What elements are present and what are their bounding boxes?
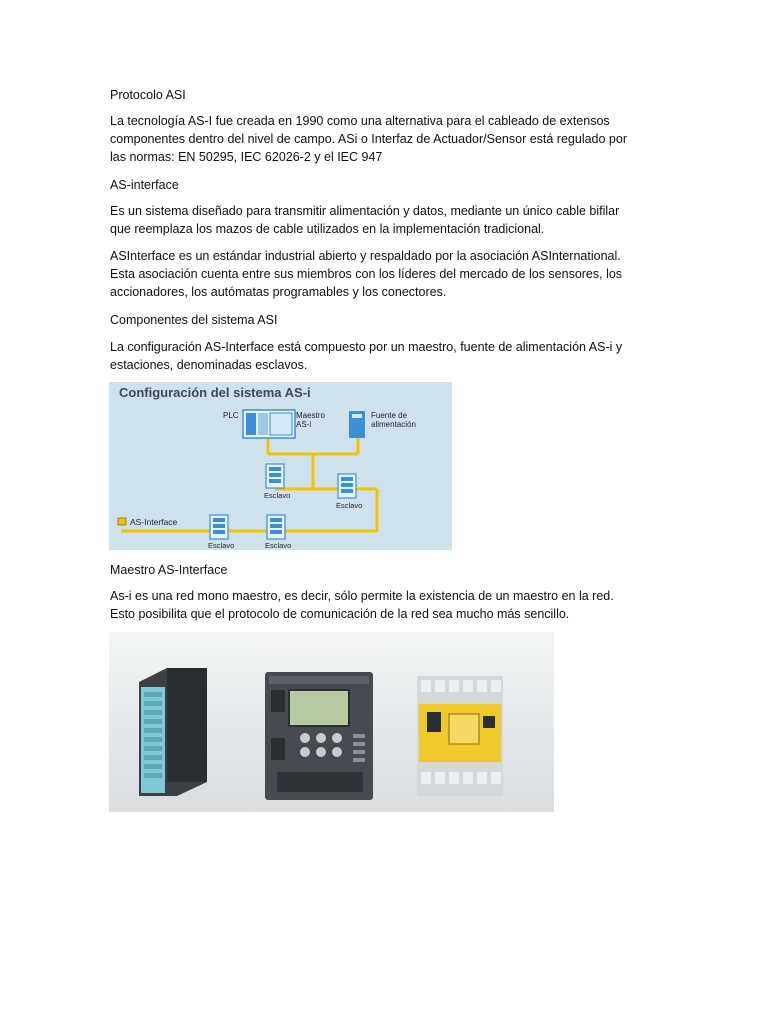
heading-protocol: Protocolo ASI	[110, 88, 186, 102]
components-line-1: La configuración AS-Interface está compuesto por un maestro, fuente de alimentación AS-i y	[110, 340, 623, 354]
cable-legend-swatch	[118, 518, 126, 525]
asinternational-paragraph	[110, 247, 650, 301]
master-line-1: As-i es una red mono maestro, es decir, sólo permite la existencia de un maestro en la red.	[110, 589, 614, 603]
slave-label-3: Esclavo	[208, 541, 235, 550]
heading-asinterface: AS-interface	[110, 178, 179, 192]
heading-master: Maestro AS-Interface	[110, 563, 228, 577]
plc-label: PLC	[223, 411, 239, 420]
components-paragraph	[110, 338, 650, 374]
photo-canvas	[109, 632, 554, 812]
master-line-2: Esto posibilita que el protocolo de comunicación de la red sea mucho más sencillo.	[110, 607, 570, 621]
plc-module-icon	[139, 668, 207, 796]
asinterface-line-1: Es un sistema diseñado para transmitir alimentación y datos, mediante un único cable bifilar	[110, 204, 620, 218]
cable-legend-label: AS-Interface	[130, 517, 178, 527]
master-paragraph	[110, 587, 650, 623]
safety-monitor-module-icon	[417, 676, 503, 796]
intro-line-1: La tecnología AS-I fue creada en 1990 como una alternativa para el cableado de extensos	[110, 114, 610, 128]
master-label-1: Maestro	[296, 411, 325, 420]
master-label-2: AS-i	[296, 420, 312, 429]
slave-label-1: Esclavo	[264, 491, 291, 500]
heading-components: Componentes del sistema ASI	[110, 313, 278, 327]
hardware-modules-photo	[109, 632, 554, 812]
as-i-master-module-icon	[265, 672, 373, 800]
asinternational-line-1: ASInterface es un estándar industrial abierto y respaldado por la asociación ASInternational.	[110, 249, 621, 263]
diagram-canvas	[109, 382, 452, 550]
diagram-title: Configuración del sistema AS-i	[119, 385, 311, 400]
intro-paragraph	[110, 112, 650, 166]
slave-label-4: Esclavo	[265, 541, 292, 550]
power-label-2: alimentación	[371, 420, 416, 429]
slave-label-2: Esclavo	[336, 501, 363, 510]
power-supply-icon	[349, 411, 365, 438]
intro-line-3: las normas: EN 50295, IEC 62026-2 y el IEC 947	[110, 150, 383, 164]
asinternational-line-2: Esta asociación cuenta entre sus miembros con los líderes del mercado de los sensores, los	[110, 267, 623, 281]
slave-icon-1	[266, 464, 284, 488]
as-i-configuration-diagram	[109, 382, 452, 550]
power-label-1: Fuente de	[371, 411, 408, 420]
slave-icon-2	[338, 474, 356, 498]
intro-line-2: componentes dentro del nivel de campo. ASi o Interfaz de Actuador/Sensor está regulado por	[110, 132, 627, 146]
components-line-2: estaciones, denominadas esclavos.	[110, 358, 308, 372]
slave-icon-4	[267, 515, 285, 539]
asinternational-line-3: accionadores, los autómatas programables y los conectores.	[110, 285, 447, 299]
asinterface-line-2: que reemplaza los mazos de cable utilizados en la implementación tradicional.	[110, 222, 545, 236]
plc-icon	[243, 410, 295, 438]
asinterface-paragraph	[110, 202, 650, 238]
slave-icon-3	[210, 515, 228, 539]
